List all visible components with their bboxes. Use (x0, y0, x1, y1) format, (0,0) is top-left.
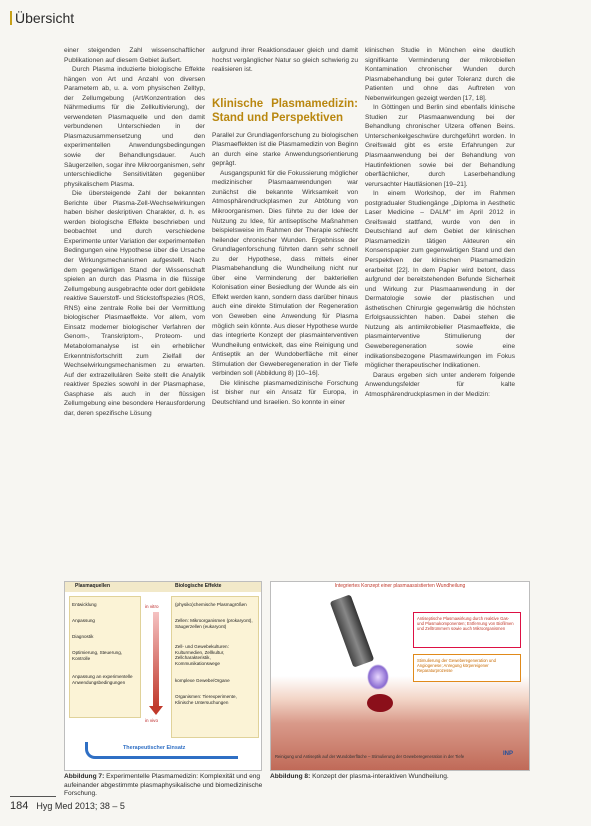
fig7-right-item: Zell- und Gewebekulturen: Kulturmedien, Zellkultur, Zellcharakteristik, Kommunikationswege (175, 644, 229, 666)
fig8-box2-text: Stimulierung der Geweberegeneration und Angiogenese; Anregung körpereigener Reparaturprozesse (417, 658, 496, 673)
paragraph: Ausgangspunkt für die Fokussierung möglicher medizinischer Plasmaanwendungen war zunächst die bekannte Wirksamkeit von Atmosphärendruckplasmen zur Abtötung von Mikroorganismen. Dies führte zu der Idee der Nutzung zu Idee, für antiseptische Maßnahmen beispielsweise im Rahmen der Therapie schlecht heilender chronischer Wunden. Ergebnisse der Grundlagenforschung führten dann sehr schnell zu der Hypothese, dass mittels einer Plasmabehandlung die Wundheilung nicht nur über eine Verminderung der bakteriellen Kolonisation einer Besiedlung der Wunde als ein Effekt werden kann, sondern dass darüber hinaus auch eine direkte Stimulation der Regeneration von Geweben eine Anwendung für Plasma möglich sein könnte. Aus dieser Hypothese wurde das integrierte Konzept der plasmainterventiven Wundheilung entwickelt, das eine Reinigung und Antiseptik an der Wundoberfläche mit einer Stimulation der Geweberegeneration in der Tiefe verbinden soll (Abbildung 8) [10–16]. (212, 169, 358, 378)
caption-text: Konzept der plasma-interaktiven Wundheilung. (312, 773, 449, 780)
fig7-left-item: Anpassung an experimentelle Anwendungsbedingungen (72, 674, 133, 685)
paragraph: Daraus ergeben sich unter anderem folgende Anwendungsfelder für kalte Atmosphärendruckplasmen in der Medizin: (365, 371, 515, 398)
page-header (10, 10, 74, 26)
header-bar (10, 11, 12, 25)
fig7-arrow-top-label: in vitro (145, 604, 159, 609)
figure-7-caption (64, 773, 264, 799)
fig8-box1-text: Antiseptische Plasmawirkung durch reaktive Gas- und Plasmakomponenten; Entfernung von Biofilmen und Zelltrümmern sowie auch Mikroorganismen (417, 616, 514, 631)
paragraph: einer steigenden Zahl wissenschaftlicher Publikationen auf diesem Gebiet äußert. (64, 47, 205, 64)
header-title: Übersicht (15, 10, 75, 26)
fig7-left-head: Plasmaquellen (75, 583, 111, 589)
page-number: 184 (10, 800, 29, 812)
arrow-head-icon (149, 706, 163, 715)
paragraph: klinischen Studie in München eine deutlich signifikante Verminderung der mikrobiellen Kontamination chronischer Wunden durch Plasmabehandlung bei guter Toleranz durch die Patienten und ohne das Auftreten von Nebenwirkungen gezeigt werden [17, 18]. (365, 47, 515, 102)
fig8-title: Integriertes Konzept einer plasmaassistierten Wundheilung (334, 583, 466, 589)
fig7-right-item: komplexe Gewebe/Organe (175, 678, 230, 683)
page-footer (10, 800, 125, 812)
journal-ref: Hyg Med 2013; 38 – 5 (36, 801, 125, 811)
fig7-right-item: Organismen: Tierexperimente, Klinische Untersuchungen (175, 694, 237, 705)
fig7-right-item: (physiko)chemische Plasmagrößen (175, 602, 247, 607)
paragraph: aufgrund ihrer Reaktionsdauer gleich und damit hochst vergänglicher Natur so gleich schwierig zu realisieren ist. (212, 47, 358, 74)
paragraph: Die klinische plasmamedizinische Forschung ist bisher nur ein Ansatz für Europa, in Deutschland und Israelien. So konnte in einer (212, 379, 358, 406)
section-title: Klinische Plasmamedizin: Stand und Perspektiven (212, 97, 358, 124)
paragraph: In Göttingen und Berlin sind ebenfalls klinische Studien zur Plasmaanwendung bei der Behandlung chronischer Ulzera offenen Beins. Unterschenkelgeschwüre durchgeführt worden. In Greifswald gibt es erste Erfahrungen zur Plasmaanwendung bei der Behandlung von Hautinfektionen sowie bei der Behandlung oberflächlicher, durch Laserbehandlung verursachter Hautläsionen [19–21]. (365, 104, 515, 188)
fig7-left-item: Diagnostik (72, 634, 94, 639)
fig8-box-antiseptic (413, 612, 521, 648)
figure-8 (270, 581, 530, 771)
caption-text: Experimentelle Plasmamedizin: Komplexität und eng aufeinander abgestimmte plasmaphysikalische und biomedizinische Forschung. (64, 773, 263, 797)
fig7-left-item: Entwicklung (72, 602, 97, 607)
plasma-jet-icon (367, 664, 389, 690)
footer-rule (10, 796, 56, 797)
paragraph: Durch Plasma induzierte biologische Effekte hängen von Art und Anzahl von diversen Parametern ab, u. a. vom physischen Zelltyp, der Zellumgebung (Art/Konzentration des Nährmediums für die Zellkultivierung), der verwendeten Plasmaquelle und den damit verbundenen Unterschieden in der Plasmazusammensetzung und den experimentellen Anwendungsbedingungen sowie der Behandlungsdauer. Auch Säugerzellen, sogar ihre Mikroorganismen, sehr unterschiedliche Sensitivitäten gegenüber physikalischem Plasma. (64, 66, 205, 188)
caption-label: Abbildung 8: (270, 773, 311, 780)
fig8-box-regeneration (413, 654, 521, 682)
paragraph: Die übersteigende Zahl der bekannten Berichte über Plasma-Zell-Wechselwirkungen haben bisher deskriptiven Charakter, d. h. es werden biologische Effekte beschrieben und beobachtet und durch verschiedene Experimente unter Variation der experimentellen Bedingungen eine Hypothese über die Ursache der Wirkungsmechanismen aufgestellt. Nach dem gegenwärtigen Stand der Wissenschaft spielen an durch das Plasma in die flüssige Zellumgebung ausgebrachte oder dort gebildete reaktive Sauerstoff- und Stickstoffspezies (ROS, RNS) eine zentrale Rolle bei der Vermittlung biologischer Plasmaeffekte. Vor allem, vom Einsatz moderner biologischer Verfahren der Genom-, Transkriptom-, Proteom- und Metabolomanalyse ist ein erheblicher Erkenntnisfortschritt zum Zielfall der Wechselwirkungsmechanismen zu erwarten. Auf der extrazellulären Seite stellt die Analytik reaktiver Spezies sowohl in der Plasmaphase, Gasphase als auch in der flüssigen Zellumgebung eine besondere Herausforderung dar, deren spezifische Lösung (64, 190, 205, 417)
figure-8-caption (270, 773, 528, 782)
fig7-left-item: Optimierung, Steuerung, Kontrolle (72, 650, 123, 661)
caption-label: Abbildung 7: (64, 773, 105, 780)
text-column-2 (212, 46, 358, 408)
arrow-down-icon (153, 612, 159, 708)
fig7-left-item: Anpassung (72, 618, 95, 623)
paragraph: Parallel zur Grundlagenforschung zu biologischen Plasmaeffekten ist die Plasmamedizin von Beginn an durch eine starke Anwendungsorientierung geprägt. (212, 131, 358, 168)
fig7-right-item: Zellen: Mikroorganismen (prokaryont), Säugerzellen (eukaryont) (175, 618, 253, 629)
fig7-right-head: Biologische Effekte (175, 583, 222, 589)
fig7-bottom-label: Therapeutischer Einsatz (123, 745, 186, 751)
fig7-arrow-bottom-label: in vivo (145, 718, 159, 723)
inp-logo: INP (503, 751, 514, 757)
wound-icon (367, 694, 393, 712)
fig8-bottom-text: Reinigung und Antiseptik auf der Wundoberfläche – Stimulierung der Geweberegeneration in der Tiefe (275, 754, 465, 759)
text-column-1 (64, 46, 205, 418)
text-column-3 (365, 46, 515, 399)
paragraph: In einem Workshop, der im Rahmen postgradualer Studiengänge „Diploma in Aesthetic Laser Medicine – DALM“ im April 2012 in Greifswald stattfand, wurde von den in Deutschland auf dem Gebiet der klinischen Plasmamedizin tätigen Akteuren ein Konsenspapier zum gegenwärtigen Stand und den Perspektiven der klinischen Plasmamedizin erarbeitet [22]. In dem Papier wird betont, dass aufgrund der bereitstehenden Befunde Sicherheit und Wirkung zur Plasmaanwendung in der Dermatologie sowie der plastischen und ästhetischen Chirurgie gegenwärtig die höchsten Erfolgsaussichten haben. Dabei stehen die Nutzung als antimikrobieller Plasmaeffekte, die plasmainterventive Stimulierung der Geweberegeneration sowie eine indikationsbezogene Plasmawirkungen im Fokus möglicher therapeutischer Indikationen. (365, 190, 515, 370)
figure-7 (64, 581, 262, 771)
